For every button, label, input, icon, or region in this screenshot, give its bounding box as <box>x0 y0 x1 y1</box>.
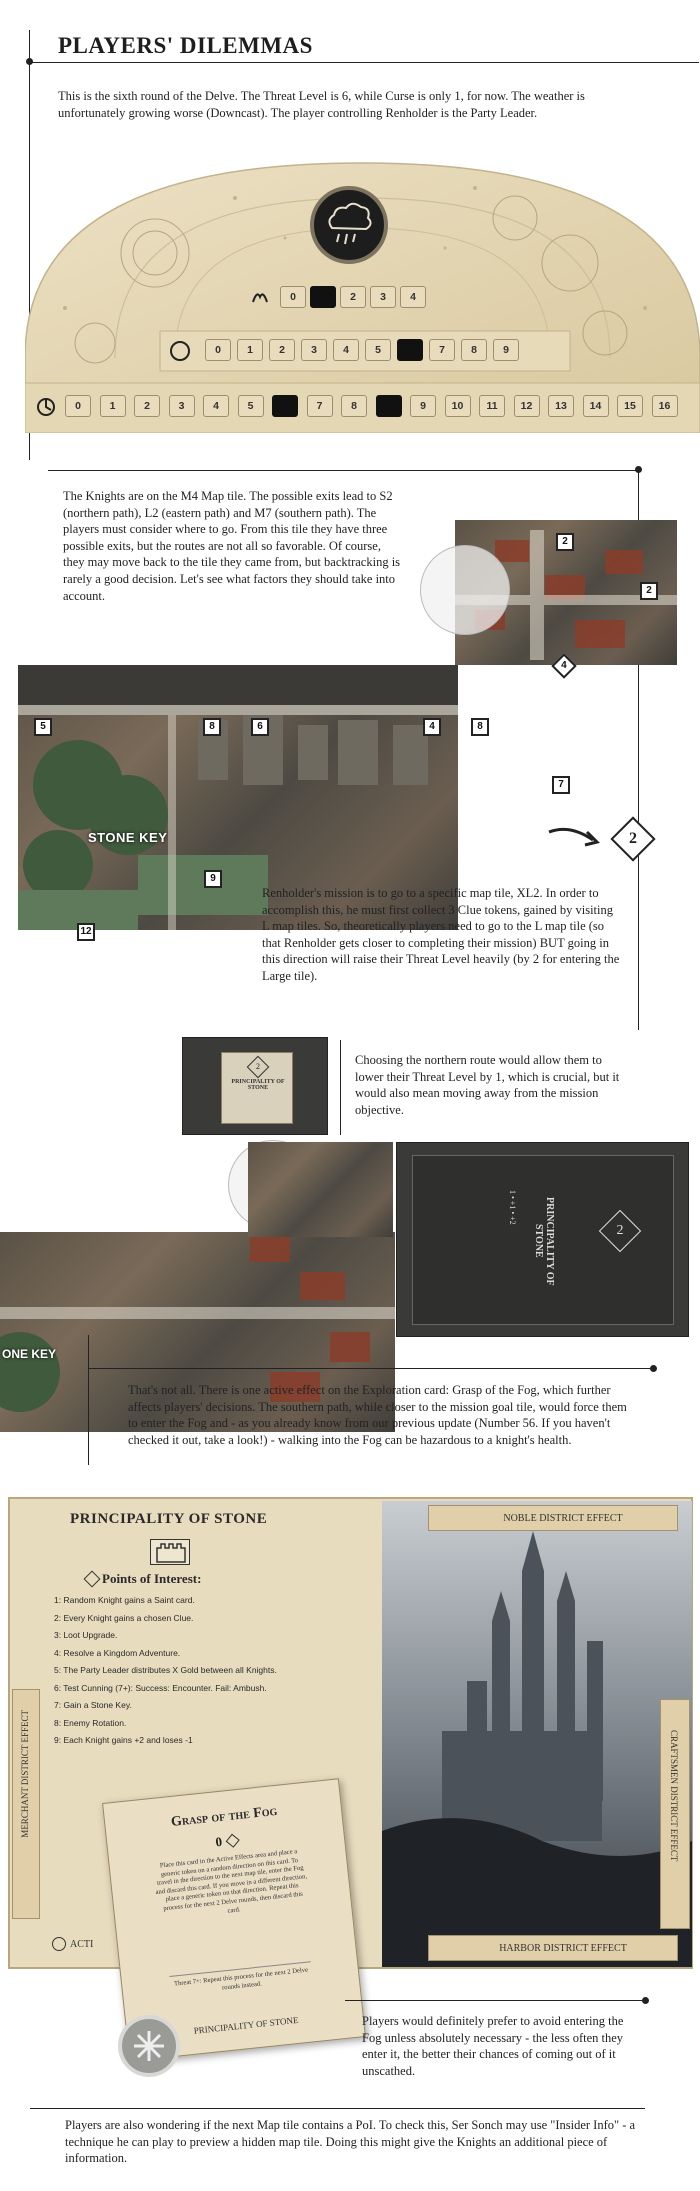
poi-item: 2: Every Knight gains a chosen Clue. <box>54 1612 194 1623</box>
gear-icon <box>118 2015 180 2077</box>
downcast-weather-icon <box>310 186 388 264</box>
poi-list <box>54 1592 384 1750</box>
harbor-district-label: HARBOR DISTRICT EFFECT <box>499 1943 627 1954</box>
knights-paragraph: The Knights are on the M4 Map tile. The possible exits lead to S2 (northern path), L2 (eastern path) and M7 (southern path). The players must consider where to go. From this tile they have three possible exits, but the routes are not all so favorable. Of course, they may move back to the tile they came from, but backtracking is rarely a good decision. Let's see what factors they should take into account. <box>63 489 401 603</box>
stone-key-label: STONE KEY <box>88 830 168 845</box>
merchant-district-banner <box>12 1689 40 1919</box>
track-space: 0 <box>205 339 231 361</box>
poi-diamond-icon <box>84 1571 101 1588</box>
track-space: 10 <box>445 395 471 417</box>
insider-info-paragraph: Players are also wondering if the next Map tile contains a PoI. To check this, Ser Sonch may use "Insider Info" - a technique he can play to preview a hidden map tile. Doing this might give the Knights an additional piece of information. <box>65 2118 636 2166</box>
castle-icon <box>150 1539 190 1565</box>
track-space: 7 <box>307 395 333 417</box>
large-card-side-text: 1 • +1 • +2 <box>508 1190 517 1225</box>
threat-icon <box>170 341 190 361</box>
track-space: 5 <box>365 339 391 361</box>
exit-marker: 6 <box>251 718 269 736</box>
poi-title: Points of Interest: <box>102 1571 202 1586</box>
curved-arrow-icon <box>545 822 605 852</box>
large-card-number: 2 <box>616 1223 624 1238</box>
frame-line-mid <box>340 1040 341 1135</box>
north-route-paragraph: Choosing the northern route would allow them to lower their Threat Level by 1, which is crucial, but it would also mean moving away from the mission objective. <box>355 1053 620 1117</box>
exit-marker: 7 <box>552 776 570 794</box>
poi-item: 7: Gain a Stone Key. <box>54 1700 132 1710</box>
track-space: 2 <box>134 395 160 417</box>
exit-marker: 2 <box>556 533 574 551</box>
track-space: 9 <box>410 395 436 417</box>
track-space <box>310 286 336 308</box>
frame-dot <box>642 1997 649 2004</box>
exit-marker: 8 <box>471 718 489 736</box>
large-card-image <box>396 1142 689 1337</box>
threat-tracker-board <box>25 158 700 433</box>
fog-card-body: Place this card in the Active Effects area and place a generic token on a random direction on this card. To travel in the direction to the next map tile, enter the Fog and discard this card. If you move in a different direction, place a generic token on that direction. Repeat this process for the next 2 Delve rounds, then discard this card. <box>155 1848 308 1915</box>
track-space: 2 <box>269 339 295 361</box>
track-space: 13 <box>548 395 574 417</box>
frame-dot <box>26 58 33 65</box>
poi-item: 6: Test Cunning (7+): Success: Encounter. Fail: Ambush. <box>54 1682 267 1693</box>
title-underline <box>29 62 699 63</box>
noble-district-banner <box>428 1505 678 1531</box>
small-card-title: PRINCIPALITY OF STONE <box>231 1079 285 1091</box>
round-icon <box>35 395 57 417</box>
track-space: 14 <box>583 395 609 417</box>
track-space: 9 <box>493 339 519 361</box>
frame-line <box>88 1335 89 1465</box>
small-card-image <box>182 1037 328 1135</box>
exit-marker: 9 <box>204 870 222 888</box>
active-effect-icon <box>52 1937 66 1951</box>
poi-item: 1: Random Knight gains a Saint card. <box>54 1595 195 1605</box>
poi-item: 3: Loot Upgrade. <box>54 1630 118 1640</box>
track-space: 1 <box>237 339 263 361</box>
noble-district-label: NOBLE DISTRICT EFFECT <box>503 1513 623 1524</box>
track-space: 12 <box>514 395 540 417</box>
poi-item: 4: Resolve a Kingdom Adventure. <box>54 1647 181 1658</box>
frame-dot <box>635 466 642 473</box>
frame-line <box>345 2000 645 2001</box>
track-space <box>376 395 402 417</box>
track-space: 15 <box>617 395 643 417</box>
frame-line-top <box>48 470 638 471</box>
exit-marker: 8 <box>203 718 221 736</box>
fog-card-number: 0 <box>214 1833 223 1850</box>
poi-item: 8: Enemy Rotation. <box>54 1717 127 1728</box>
craftsmen-district-label: CRAFTSMEN DISTRICT EFFECT <box>669 1730 679 1862</box>
city-artwork <box>382 1501 692 1967</box>
craftsmen-district-banner <box>660 1699 690 1929</box>
track-space: 11 <box>479 395 505 417</box>
active-effects-label: ACTI <box>70 1939 94 1950</box>
intro-paragraph: This is the sixth round of the Delve. The Threat Level is 6, while Curse is only 1, for now. The weather is unfortunately growing worse (Downcast). The player controlling Renholder is the Party Leader. <box>58 89 585 120</box>
track-space: 0 <box>65 395 91 417</box>
exit-marker: 4 <box>551 653 576 678</box>
track-space <box>272 395 298 417</box>
track-space: 7 <box>429 339 455 361</box>
exit-marker: 12 <box>77 923 95 941</box>
track-space <box>397 339 423 361</box>
board-title: PRINCIPALITY OF STONE <box>70 1511 268 1527</box>
fog-card-diamond-icon <box>226 1834 240 1848</box>
track-space: 8 <box>341 395 367 417</box>
small-card-number: 2 <box>256 1062 260 1071</box>
stone-key-label: ONE KEY <box>2 1347 57 1361</box>
large-card-title: PRINCIPALITY OF STONE <box>533 1196 555 1286</box>
frame-line-bottom <box>30 2108 645 2109</box>
avoid-fog-paragraph: Players would definitely prefer to avoid entering the Fog unless absolutely necessary - the less often they enter it, the better their chances of coming out of it unscathed. <box>362 2014 624 2078</box>
track-space: 16 <box>652 395 678 417</box>
track-space: 4 <box>333 339 359 361</box>
track-space: 8 <box>461 339 487 361</box>
track-space: 0 <box>280 286 306 308</box>
frame-line <box>88 1368 653 1369</box>
track-space: 4 <box>400 286 426 308</box>
track-space: 3 <box>301 339 327 361</box>
harbor-district-banner <box>428 1935 678 1961</box>
poi-item: 5: The Party Leader distributes X Gold between all Knights. <box>54 1665 277 1675</box>
track-space: 4 <box>203 395 229 417</box>
fog-card-title: Grasp of the Fog <box>170 1803 278 1830</box>
track-space: 3 <box>169 395 195 417</box>
poi-item: 9: Each Knight gains +2 and loses -1 <box>54 1735 193 1745</box>
track-space: 3 <box>370 286 396 308</box>
frame-dot <box>650 1365 657 1372</box>
exit-marker: 5 <box>34 718 52 736</box>
fog-card-threat-rule: Threat 7+: Repeat this process for the next 2 Delve rounds instead. <box>170 1961 314 1998</box>
curse-icon <box>251 288 269 306</box>
merchant-district-label: MERCHANT DISTRICT EFFECT <box>20 1710 30 1838</box>
step-badge-number: 2 <box>629 830 637 847</box>
track-space: 2 <box>340 286 366 308</box>
exit-marker: 2 <box>640 582 658 600</box>
track-space: 1 <box>100 395 126 417</box>
exit-marker: 4 <box>423 718 441 736</box>
mission-paragraph: Renholder's mission is to go to a specific map tile, XL2. In order to accomplish this, he must first collect 3 Clue tokens, gained by visiting L map tiles. So, theoretically players need to go to the L map tile (so that Renholder gets closer to completing their mission) BUT going in this direction will raise their Threat Level heavily (by 2 for entering the Large tile). <box>262 886 620 983</box>
track-space: 5 <box>238 395 264 417</box>
fog-paragraph: That's not all. There is one active effect on the Exploration card: Grasp of the Fog, which further affects players' decisions. The southern path, while closer to the mission goal tile, would force them to enter the Fog and - as you already know from our previous update (Number 56. If you haven't checked it out, take a look!) - walking into the Fog can be hazardous to a knight's health. <box>128 1383 627 1447</box>
knight-miniature-token <box>420 545 510 635</box>
fog-card-footer: PRINCIPALITY OF STONE <box>193 2014 299 2036</box>
map-tile-north <box>248 1142 393 1237</box>
page-title: PLAYERS' DILEMMAS <box>58 33 313 58</box>
